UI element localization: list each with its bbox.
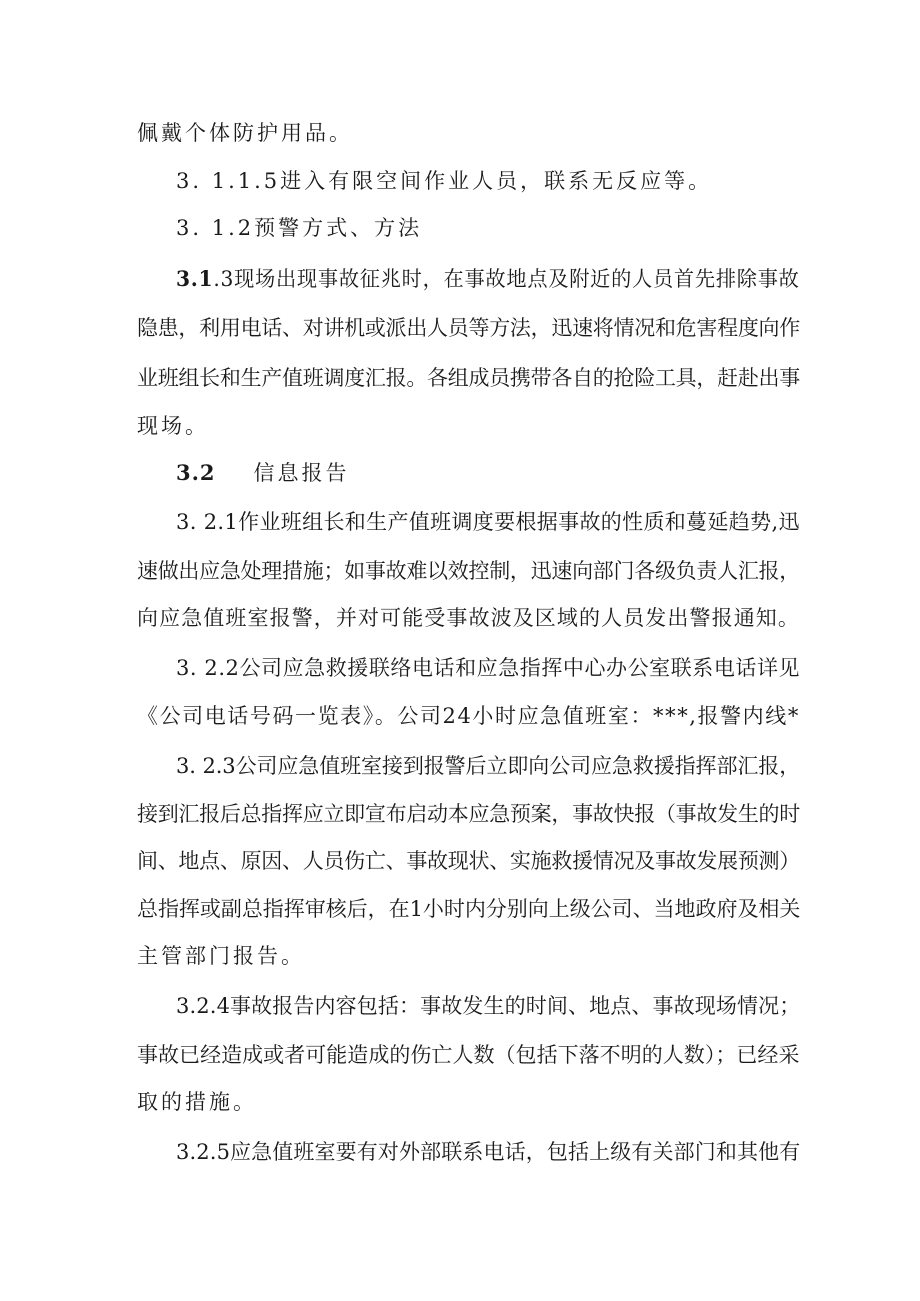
paragraph-line: 隐患，利用电话、对讲机或派出人员等方法，迅速将情况和危害程度向作 <box>137 316 800 340</box>
section-heading <box>176 462 350 484</box>
paragraph-line: 取的措施。 <box>137 1090 257 1114</box>
paragraph-line: 3.2.4事故报告内容包括：事故发生的时间、地点、事故现场情况； <box>176 994 801 1018</box>
paragraph-line: 3. 2.2公司应急救援联络电话和应急指挥中心办公室联系电话详见 <box>176 656 801 680</box>
paragraph-line: 总指挥或副总指挥审核后，在1小时内分别向上级公司、当地政府及相关 <box>137 897 801 921</box>
paragraph-line: 接到汇报后总指挥应立即宣布启动本应急预案，事故快报（事故发生的时 <box>137 802 800 826</box>
paragraph-line: 间、地点、原因、人员伤亡、事故现状、实施救援情况及事故发展预测） <box>137 849 800 873</box>
paragraph-line: 3. 1.2预警方式、方法 <box>176 216 423 240</box>
paragraph-line: 佩戴个体防护用品。 <box>137 121 353 145</box>
paragraph-line: 事故已经造成或者可能造成的伤亡人数（包括下落不明的人数）；已经采 <box>137 1043 800 1067</box>
paragraph-line: 速做出应急处理措施；如事故难以效控制，迅速向部门各级负责人汇报， <box>137 559 800 583</box>
paragraph-line: 业班组长和生产值班调度汇报。各组成员携带各自的抢险工具，赶赴出事 <box>137 366 800 390</box>
paragraph-line: 向应急值班室报警，并对可能受事故波及区域的人员发出警报通知。 <box>137 606 800 630</box>
paragraph-line: 3. 2.3公司应急值班室接到报警后立即向公司应急救援指挥部汇报， <box>176 754 801 778</box>
section-number: 3.2 <box>176 460 216 485</box>
paragraph-text: .3现场出现事故征兆时，在事故地点及附近的人员首先排除事故 <box>213 267 800 291</box>
paragraph-line: 3. 1.1.5进入有限空间作业人员，联系无反应等。 <box>176 169 713 193</box>
paragraph-line: 《公司电话号码一览表》。公司24小时应急值班室：***,报警内线* <box>137 704 800 728</box>
paragraph-line: 主管部门报告。 <box>137 944 305 968</box>
section-title: 信息报告 <box>253 461 350 485</box>
bold-clause-number: 3.1 <box>176 266 214 291</box>
paragraph-line <box>176 268 800 290</box>
paragraph-line: 3.2.5应急值班室要有对外部联系电话，包括上级有关部门和其他有 <box>176 1140 801 1164</box>
paragraph-line: 现场。 <box>137 414 209 438</box>
paragraph-line: 3. 2.1作业班组长和生产值班调度要根据事故的性质和蔓延趋势,迅 <box>176 510 800 534</box>
